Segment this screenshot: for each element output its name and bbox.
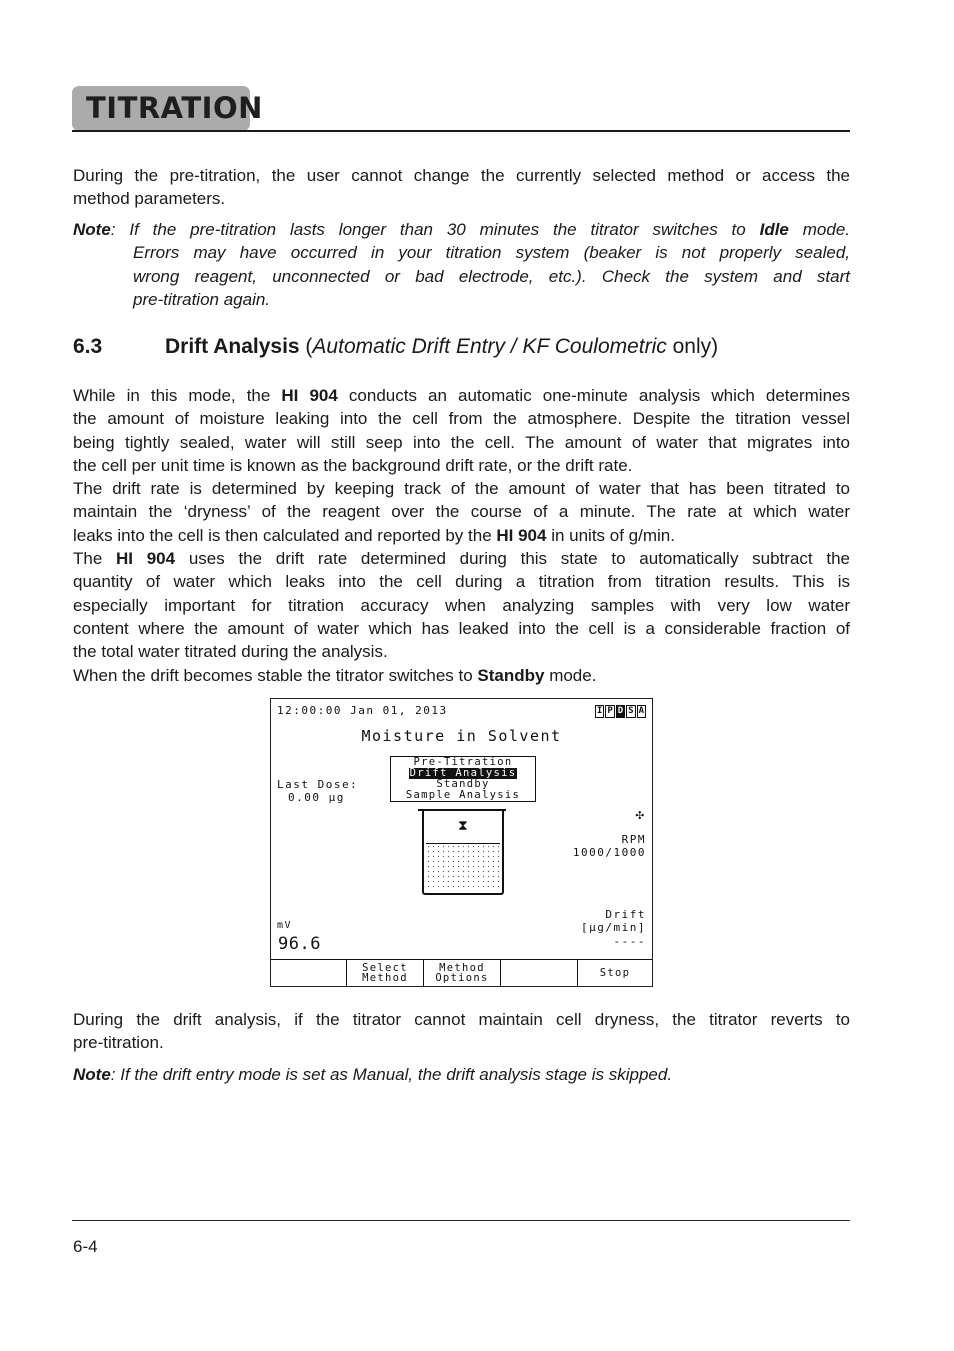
last-dose-label: Last Dose: (277, 778, 359, 791)
text: When the drift becomes stable the titrator switches to (73, 665, 478, 685)
liquid-fill (426, 843, 500, 891)
stage-item: Standby (436, 778, 490, 790)
text: : If the drift entry mode is set as Manual, the drift analysis stage is skipped. (110, 1065, 673, 1084)
note-2 (73, 1063, 850, 1086)
bold-text: Idle (759, 220, 789, 239)
select-method-softkey[interactable]: Select Method (347, 960, 424, 986)
softkey-bar (271, 959, 652, 986)
softkey-4[interactable] (501, 960, 578, 986)
text: The (73, 549, 117, 569)
text-line: content where the amount of water which has leaked into the cell is a considerable fraction of (73, 618, 850, 638)
mv-label: mV (277, 920, 293, 931)
text-line: quantity of water which leaks into the cell during a titration from titration results. This is (73, 572, 850, 592)
text-line: During the drift analysis, if the titrator cannot maintain cell dryness, the titrator reverts to (73, 1010, 850, 1029)
chapter-title: TITRATION (86, 91, 263, 125)
indicator-a: A (638, 706, 644, 716)
drift-value: ---- (613, 935, 646, 948)
method-options-softkey[interactable]: Method Options (424, 960, 501, 986)
stage-item: Pre-Titration (413, 756, 513, 768)
rpm-value: 1000/1000 (572, 846, 646, 859)
rpm-label: RPM (621, 833, 646, 846)
footer-rule (72, 1220, 850, 1221)
bold-text: Standby (477, 665, 545, 685)
indicator-i: I (596, 706, 603, 716)
text-line: The drift rate is determined by keeping track of the amount of water that has been titrated to (73, 479, 850, 499)
status-indicators (595, 705, 646, 718)
stage-list (390, 756, 536, 802)
stop-softkey[interactable]: Stop (599, 966, 631, 979)
note-label: Note (73, 220, 111, 239)
model-name: HI 904 (281, 386, 338, 405)
text: While in this mode, the (73, 386, 282, 405)
note-label: Note (73, 1065, 111, 1084)
drift-label: Drift (605, 908, 646, 921)
text-line: pre-titration again. (133, 289, 271, 309)
drift-unit: [µg/min] (581, 921, 646, 934)
lcd-datetime: 12:00:00 Jan 01, 2013 (277, 704, 448, 717)
text: uses the drift rate determined during this state to automatically subtract the (175, 549, 850, 569)
body-paragraphs (73, 384, 850, 687)
stage-item-active: Drift Analysis (409, 767, 517, 779)
text-line (73, 664, 850, 687)
text-line: the cell per unit time is known as the background drift rate, or the drift rate. (73, 455, 633, 475)
text: : If the pre-titration lasts longer than 30 minutes the titrator switches to (110, 220, 760, 239)
after-paragraph (73, 1008, 850, 1055)
text-line: method parameters. (73, 189, 226, 209)
indicator-s: S (628, 706, 634, 716)
hourglass-icon: ⧗ (458, 818, 468, 834)
section-heading (73, 334, 718, 360)
chapter-header (72, 86, 263, 131)
text: leaks into the cell is then calculated and reported by the (73, 525, 497, 545)
section-subtitle: Automatic Drift Entry / KF Coulometric (312, 335, 667, 358)
text-line: Errors may have occurred in your titration system (beaker is not properly sealed, (133, 243, 850, 263)
text-line (73, 1063, 850, 1086)
text-line: During the pre-titration, the user cannot change the currently selected method or access the (73, 166, 850, 185)
text-line: the amount of moisture leaking into the cell from the atmosphere. Despite the titration vessel (73, 409, 850, 429)
header-rule (72, 130, 850, 132)
text: mode. (544, 665, 597, 685)
text: only) (666, 335, 719, 358)
text-line (73, 384, 850, 407)
last-dose-value: 0.00 µg (288, 791, 345, 804)
lcd-method-name: Moisture in Solvent (361, 727, 562, 745)
text: in units of g/min. (546, 525, 675, 545)
stirrer-icon: ✣ (635, 807, 644, 823)
text-line (73, 524, 850, 547)
text-line: the total water titrated during the analysis. (73, 642, 388, 662)
text-line: especially important for titration accuracy when analyzing samples with very low water (73, 595, 850, 615)
softkey-1[interactable] (271, 960, 347, 986)
text-line: pre-titration. (73, 1033, 164, 1053)
note-1 (73, 218, 850, 311)
indicator-d-active: D (617, 706, 624, 716)
section-number: 6.3 (73, 335, 103, 358)
text-line: being tightly sealed, water will still seep into the cell. The amount of water that migrates into (73, 432, 850, 452)
text-line (73, 218, 850, 241)
stage-item: Sample Analysis (405, 789, 521, 801)
text: mode. (788, 220, 850, 239)
text-line: wrong reagent, unconnected or bad electrode, etc.). Check the system and start (133, 266, 850, 286)
text: ( (299, 335, 313, 358)
indicator-p: P (607, 706, 613, 716)
model-name: HI 904 (496, 525, 547, 545)
page-number: 6-4 (73, 1237, 98, 1256)
model-name: HI 904 (116, 549, 176, 569)
mv-value: 96.6 (278, 934, 321, 954)
text-line: maintain the ‘dryness’ of the reagent over the course of a minute. The rate at which water (73, 502, 850, 522)
text-line (73, 547, 850, 570)
intro-paragraph (73, 164, 850, 211)
section-title: Drift Analysis (165, 335, 300, 358)
lcd-screenshot (270, 698, 653, 987)
beaker-icon (422, 809, 504, 895)
text: conducts an automatic one-minute analysis which determines (337, 386, 850, 405)
